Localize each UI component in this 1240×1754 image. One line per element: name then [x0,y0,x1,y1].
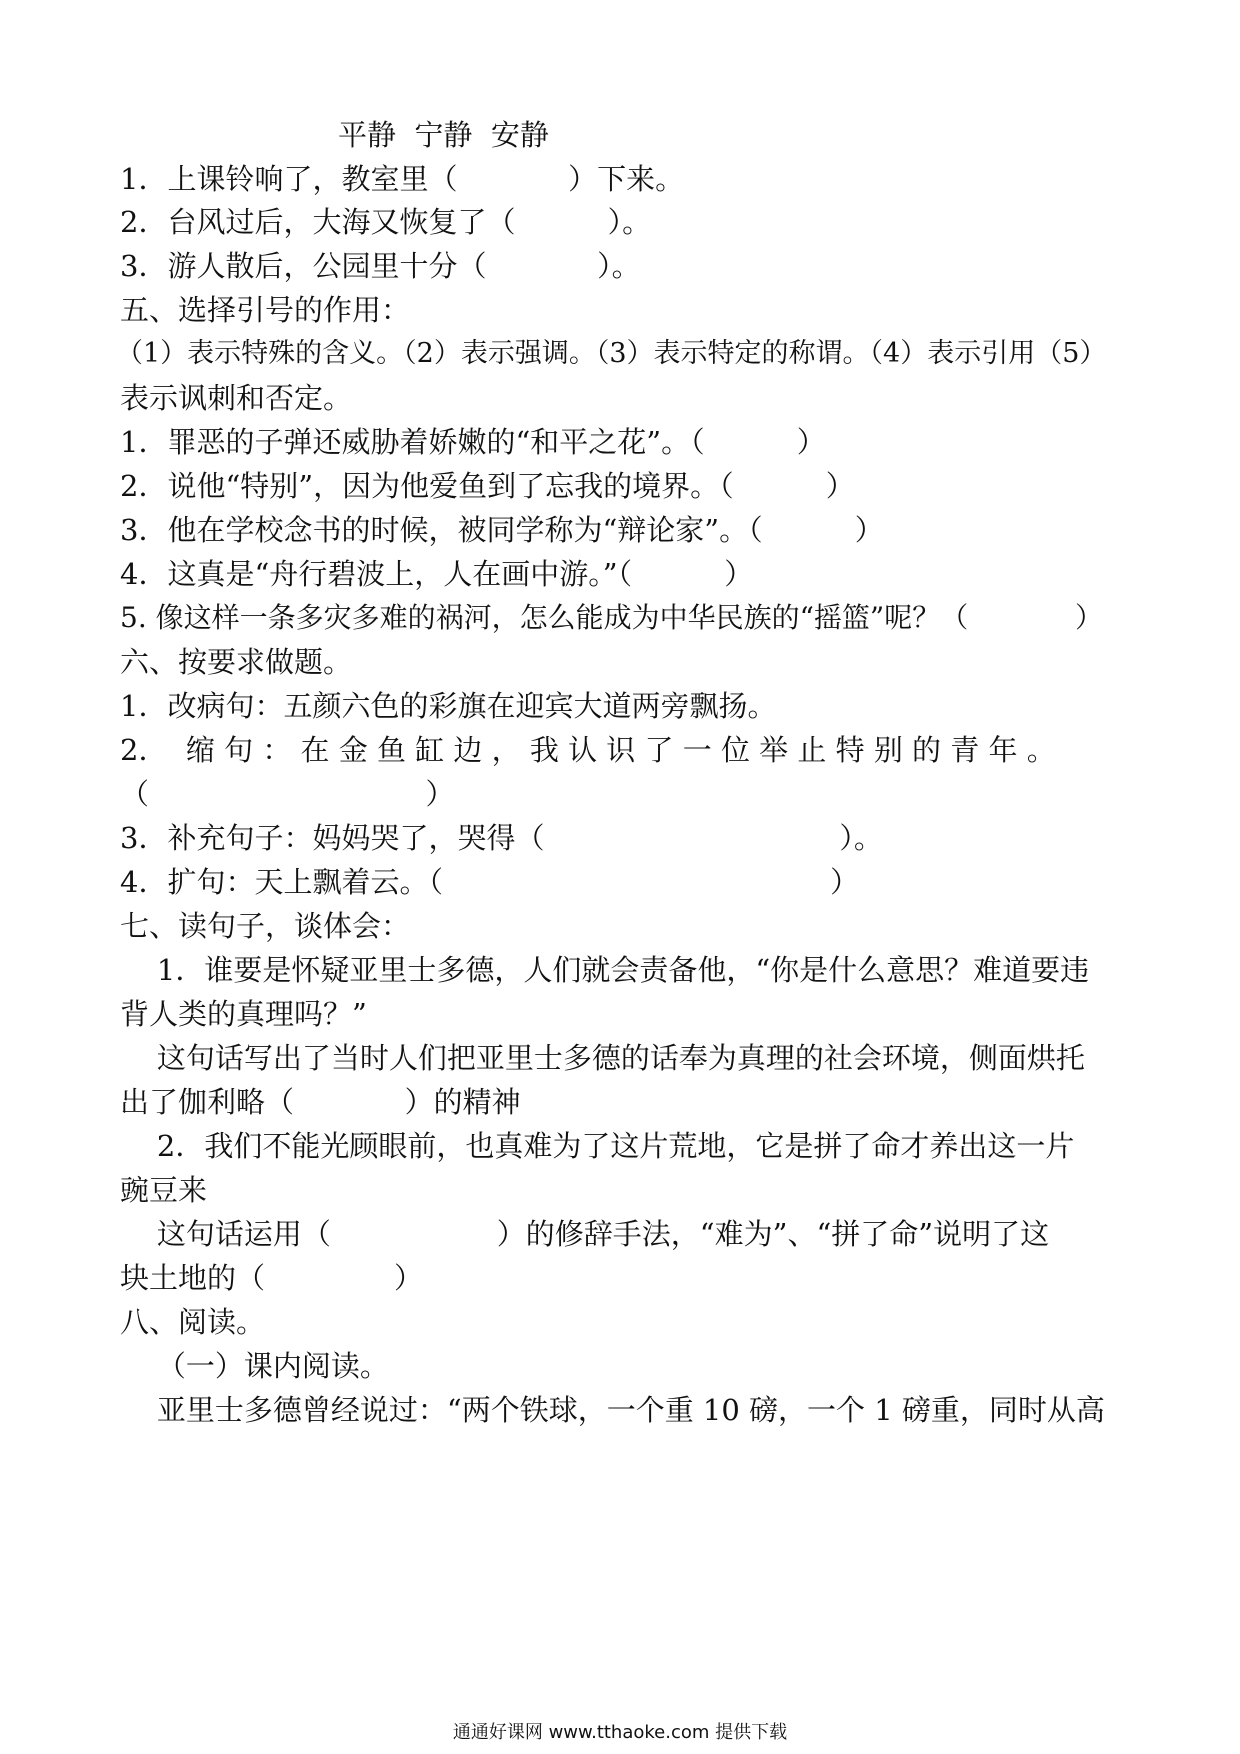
question-4-3: 3．游人散后，公园里十分（ ）。 [120,249,641,283]
question-4-2: 2．台风过后，大海又恢复了（ ）。 [120,205,652,239]
question-5-1: 1．罪恶的子弹还威胁着娇嫩的“和平之花”。（ ） [120,425,826,459]
section-8-text: 亚里士多德曾经说过：“两个铁球，一个重 10 磅，一个 1 磅重，同时从高 [120,1393,1105,1427]
section-5-title: 五、选择引号的作用： [120,293,411,327]
question-6-3: 3．补充句子：妈妈哭了，哭得（ ）。 [120,821,883,855]
question-7-1-line3: 这句话写出了当时人们把亚里士多德的话奉为真理的社会环境，侧面烘托 [120,1041,1085,1075]
question-6-1: 1．改病句：五颜六色的彩旗在迎宾大道两旁飘扬。 [120,689,777,723]
section-8-title: 八、阅读。 [120,1305,266,1339]
word-options-header: 平静 宁静 安静 [338,118,549,152]
question-7-1-line4: 出了伽利略（ ）的精神 [120,1085,521,1119]
question-5-5: 5. 像这样一条多灾多难的祸河，怎么能成为中华民族的“摇篮”呢？（ ） [120,601,1104,634]
page-footer: 通通好课网 www.tthaoke.com 提供下载 [452,1722,788,1743]
question-4-1: 1．上课铃响了，教室里（ ）下来。 [120,162,685,196]
question-5-4: 4．这真是“舟行碧波上，人在画中游。”（ ） [120,557,754,591]
section-5-options-line1: （1）表示特殊的含义。（2）表示强调。（3）表示特定的称谓。（4）表示引用（5） [116,338,1107,369]
section-5-options-line2: 表示讽刺和否定。 [120,381,353,415]
section-7-title: 七、读句子，谈体会： [120,909,411,943]
question-7-2-line4: 块土地的（ ） [120,1261,424,1295]
section-8-subtitle: （一）课内阅读。 [120,1349,389,1383]
question-7-1-line1: 1．谁要是怀疑亚里士多德，人们就会责备他，“你是什么意思？难道要违 [120,953,1090,987]
question-7-2-line1: 2．我们不能光顾眼前，也真难为了这片荒地，它是拼了命才养出这一片 [120,1129,1075,1163]
question-7-1-line2: 背人类的真理吗？” [120,997,367,1031]
question-5-2: 2．说他“特别”，因为他爱鱼到了忘我的境界。（ ） [120,469,855,503]
question-6-4: 4．扩句：天上飘着云。（ ） [120,865,860,899]
question-7-2-line3: 这句话运用（ ）的修辞手法，“难为”、“拼了命”说明了这 [120,1217,1050,1251]
section-6-title: 六、按要求做题。 [120,645,353,679]
question-7-2-line2: 豌豆来 [120,1173,208,1207]
question-6-2-line2: （ ） [120,777,455,811]
question-6-2-line1: 2． 缩 句 ： 在 金 鱼 缸 边 ， 我 认 识 了 一 位 举 止 特 别 的 青 年 。 [120,733,1056,767]
question-5-3: 3．他在学校念书的时候，被同学称为“辩论家”。（ ） [120,513,884,547]
